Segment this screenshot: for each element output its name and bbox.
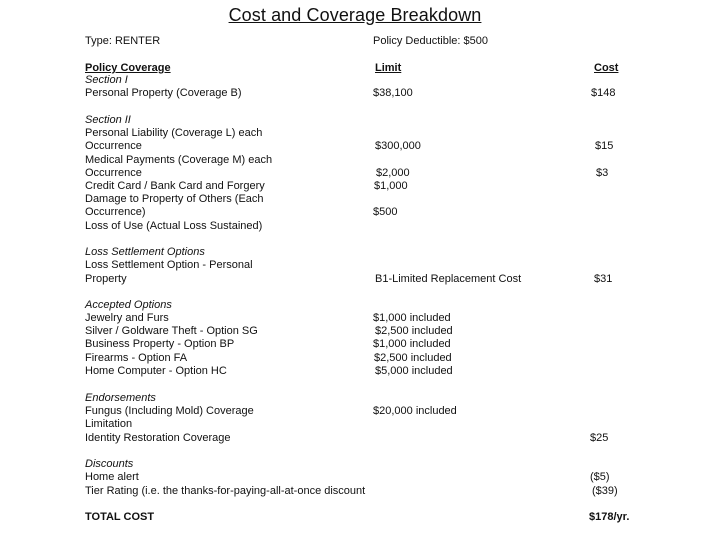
total-value: $178/yr.	[589, 511, 630, 523]
policy-type: Type: RENTER	[85, 35, 161, 47]
liability-name-line1: Personal Liability (Coverage L) each	[85, 127, 263, 139]
fungus-name-line1: Fungus (Including Mold) Coverage	[85, 405, 254, 417]
personal-property-cost: $148	[591, 87, 616, 99]
section-1-label: Section I	[85, 74, 128, 86]
option-limit: $1,000 included	[373, 338, 451, 350]
option-limit: $1,000 included	[373, 312, 451, 324]
policy-deductible: Policy Deductible: $500	[373, 35, 488, 47]
credit-card-limit: $1,000	[374, 180, 408, 192]
liability-cost: $15	[595, 140, 614, 152]
damage-limit: $500	[373, 206, 398, 218]
liability-name-line2: Occurrence	[85, 140, 142, 152]
option-limit: $2,500 included	[375, 325, 453, 337]
identity-cost: $25	[590, 432, 609, 444]
accepted-options-label: Accepted Options	[85, 299, 172, 311]
home-alert-cost: ($5)	[590, 471, 610, 483]
option-name: Jewelry and Furs	[85, 312, 169, 324]
header-limit: Limit	[375, 62, 402, 74]
option-name: Business Property - Option BP	[85, 338, 235, 350]
loss-of-use-name: Loss of Use (Actual Loss Sustained)	[85, 220, 263, 232]
loss-settlement-name-line2: Property	[85, 273, 127, 285]
damage-name-line2: Occurrence)	[85, 206, 146, 218]
header-cost: Cost	[594, 62, 619, 74]
total-label: TOTAL COST	[85, 511, 155, 523]
fungus-limit: $20,000 included	[373, 405, 457, 417]
option-limit: $2,500 included	[374, 352, 452, 364]
damage-name-line1: Damage to Property of Others (Each	[85, 193, 264, 205]
option-name: Firearms - Option FA	[85, 352, 188, 364]
loss-settlement-label: Loss Settlement Options	[85, 246, 205, 258]
credit-card-name: Credit Card / Bank Card and Forgery	[85, 180, 265, 192]
header-coverage: Policy Coverage	[85, 62, 171, 74]
tier-rating-name: Tier Rating (i.e. the thanks-for-paying-all-at-once discount	[85, 485, 366, 497]
document-title: Cost and Coverage Breakdown	[228, 5, 482, 25]
home-alert-name: Home alert	[85, 471, 139, 483]
personal-property-name: Personal Property (Coverage B)	[85, 87, 242, 99]
fungus-name-line2: Limitation	[85, 418, 133, 430]
medical-limit: $2,000	[376, 167, 410, 179]
medical-name-line2: Occurrence	[85, 167, 142, 179]
endorsements-label: Endorsements	[85, 392, 156, 404]
identity-name: Identity Restoration Coverage	[85, 432, 231, 444]
option-name: Home Computer - Option HC	[85, 365, 227, 377]
loss-settlement-name-line1: Loss Settlement Option - Personal	[85, 259, 253, 271]
loss-settlement-cost: $31	[594, 273, 613, 285]
medical-name-line1: Medical Payments (Coverage M) each	[85, 154, 273, 166]
loss-settlement-limit: B1-Limited Replacement Cost	[375, 273, 522, 285]
personal-property-limit: $38,100	[373, 87, 413, 99]
section-2-label: Section II	[85, 114, 131, 126]
liability-limit: $300,000	[375, 140, 421, 152]
discounts-label: Discounts	[85, 458, 134, 470]
option-name: Silver / Goldware Theft - Option SG	[85, 325, 258, 337]
tier-rating-cost: ($39)	[592, 485, 618, 497]
medical-cost: $3	[596, 167, 609, 179]
option-limit: $5,000 included	[375, 365, 453, 377]
